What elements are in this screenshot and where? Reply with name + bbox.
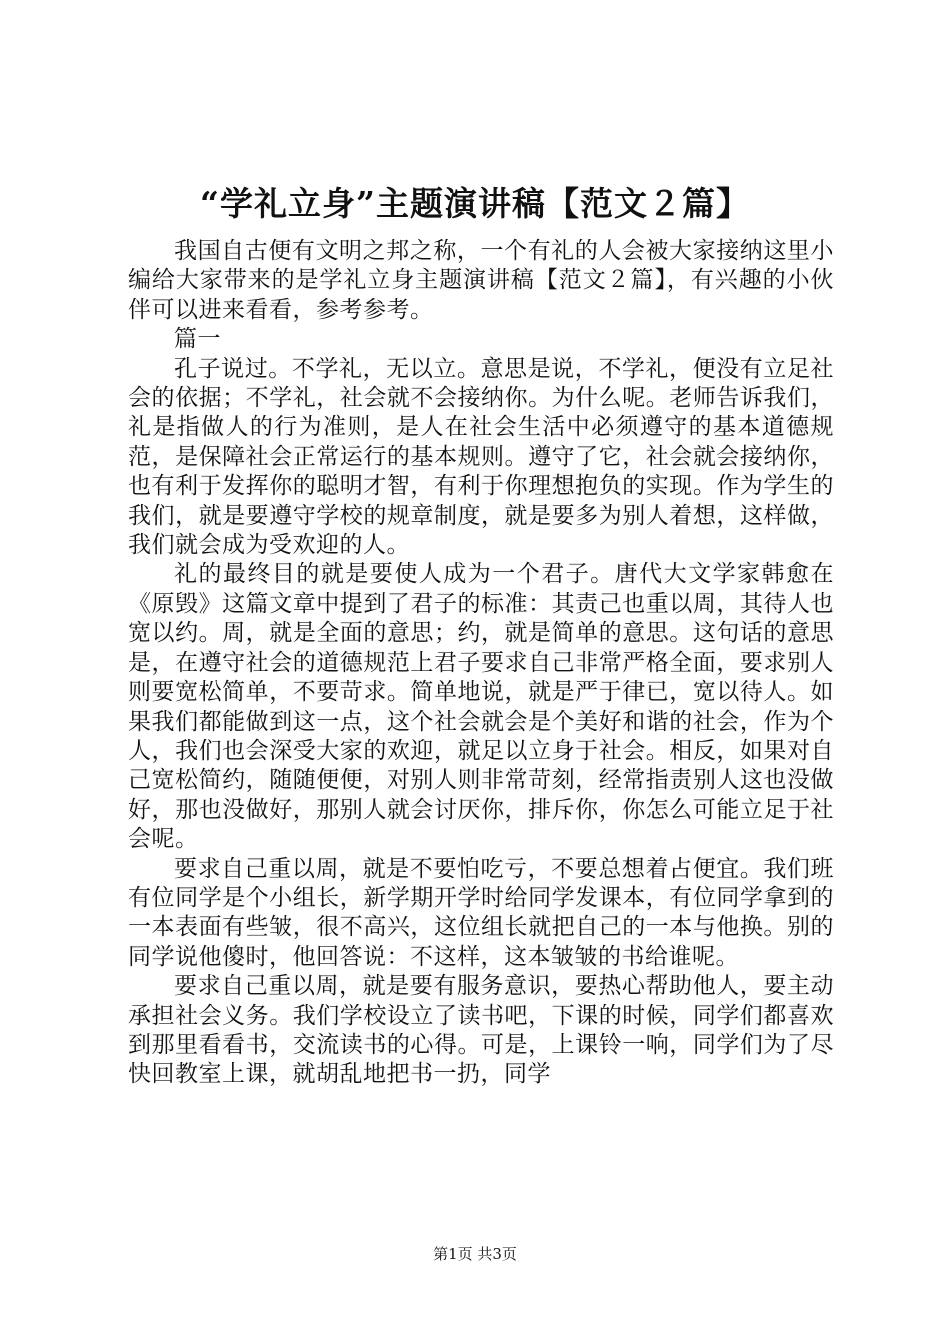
body-paragraph: 要求自己重以周，就是要有服务意识，要热心帮助他人，要主动承担社会义务。我们学校设立了读书吧，下课的时候，同学们都喜欢到那里看看书，交流读书的心得。可是，上课铃一响，同学们为了尽快回教室上课，就胡乱地把书一扔，同学	[128, 973, 834, 1088]
body-paragraph: 要求自己重以周，就是不要怕吃亏，不要总想着占便宜。我们班有位同学是个小组长，新学期开学时给同学发课本，有位同学拿到的一本表面有些皱，很不高兴，这位组长就把自己的一本与他换。别的同学说他傻时，他回答说：不这样，这本皱皱的书给谁呢。	[128, 855, 834, 970]
body-paragraph: 孔子说过。不学礼，无以立。意思是说，不学礼，便没有立足社会的依据；不学礼，社会就不会接纳你。为什么呢。老师告诉我们，礼是指做人的行为准则，是人在社会生活中必须遵守的基本道德规范，是保障社会正常运行的基本规则。遵守了它，社会就会接纳你，也有利于发挥你的聪明才智，有利于你理想抱负的实现。作为学生的我们，就是要遵守学校的规章制度，就是要多为别人着想，这样做，我们就会成为受欢迎的人。	[128, 355, 834, 559]
section-heading: 篇一	[174, 326, 221, 353]
document-title: “学礼立身”主题演讲稿【范文２篇】	[200, 184, 750, 223]
intro-paragraph: 我国自古便有文明之邦之称，一个有礼的人会被大家接纳这里小编给大家带来的是学礼立身主题演讲稿【范文２篇】，有兴趣的小伙伴可以进来看看，参考参考。	[128, 238, 834, 323]
page-footer: 第1页 共3页	[433, 1245, 517, 1263]
document-body	[128, 237, 834, 1090]
body-paragraph: 礼的最终目的就是要使人成为一个君子。唐代大文学家韩愈在《原毁》这篇文章中提到了君子的标准：其责己也重以周，其待人也宽以约。周，就是全面的意思；约，就是简单的意思。这句话的意思是，在遵守社会的道德规范上君子要求自己非常严格全面，要求别人则要宽松简单，不要苛求。简单地说，就是严于律已，宽以待人。如果我们都能做到这一点，这个社会就会是个美好和谐的社会，作为个人，我们也会深受大家的欢迎，就足以立身于社会。相反，如果对自己宽松简约，随随便便，对别人则非常苛刻，经常指责别人这也没做好，那也没做好，那别人就会讨厌你，排斥你，你怎么可能立足于社会呢。	[128, 561, 834, 853]
